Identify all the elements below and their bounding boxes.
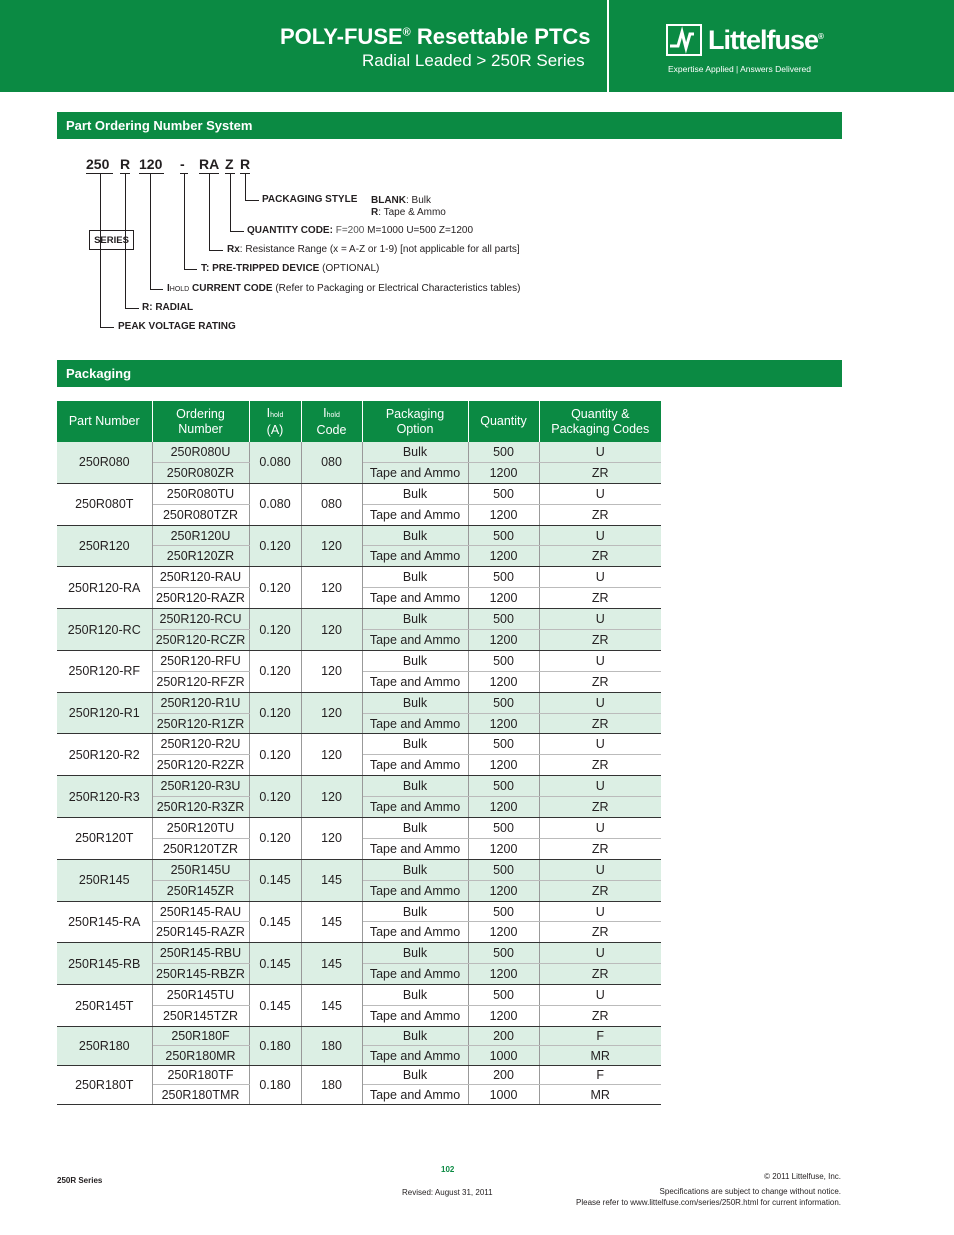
header-quantity-packaging-codes: Quantity & Packaging Codes xyxy=(539,401,661,442)
leader-current-h xyxy=(150,289,163,290)
cell-packaging-code: U xyxy=(539,776,661,797)
cell-packaging-option: Bulk xyxy=(362,985,468,1006)
cell-ihold-code: 120 xyxy=(301,692,362,734)
cell-packaging-option: Tape and Ammo xyxy=(362,630,468,651)
cell-part-number: 250R145T xyxy=(57,985,152,1027)
table-row-group xyxy=(57,1026,661,1065)
table-row-group xyxy=(57,483,661,525)
table-row xyxy=(57,943,661,964)
cell-quantity: 500 xyxy=(468,776,539,797)
table-row xyxy=(57,483,661,504)
header-ordering-number: Ordering Number xyxy=(152,401,249,442)
leader-quantity xyxy=(230,174,231,232)
cell-ihold-code: 145 xyxy=(301,985,362,1027)
cell-packaging-option: Tape and Ammo xyxy=(362,546,468,567)
cell-quantity: 500 xyxy=(468,985,539,1006)
cell-packaging-code: U xyxy=(539,692,661,713)
leader-current xyxy=(150,174,151,290)
cell-quantity: 1000 xyxy=(468,1046,539,1066)
cell-packaging-code: U xyxy=(539,609,661,630)
table-row xyxy=(57,818,661,839)
cell-quantity: 200 xyxy=(468,1026,539,1046)
cell-packaging-option: Bulk xyxy=(362,483,468,504)
cell-ihold: 0.080 xyxy=(249,483,301,525)
table-row xyxy=(57,734,661,755)
table-row xyxy=(57,525,661,546)
cell-packaging-code: U xyxy=(539,818,661,839)
table-row xyxy=(57,776,661,797)
cell-quantity: 1200 xyxy=(468,671,539,692)
cell-quantity: 500 xyxy=(468,901,539,922)
cell-packaging-option: Bulk xyxy=(362,650,468,671)
cell-packaging-option: Bulk xyxy=(362,609,468,630)
cell-part-number: 250R080T xyxy=(57,483,152,525)
cell-part-number: 250R120-RA xyxy=(57,567,152,609)
cell-part-number: 250R120-RC xyxy=(57,609,152,651)
cell-ihold: 0.120 xyxy=(249,567,301,609)
cell-quantity: 1200 xyxy=(468,504,539,525)
cell-quantity: 500 xyxy=(468,609,539,630)
cell-quantity: 500 xyxy=(468,567,539,588)
cell-ihold: 0.180 xyxy=(249,1065,301,1104)
cell-ihold-code: 080 xyxy=(301,442,362,483)
cell-part-number: 250R120 xyxy=(57,525,152,567)
cell-quantity: 1200 xyxy=(468,755,539,776)
cell-packaging-option: Tape and Ammo xyxy=(362,504,468,525)
page-title: POLY-FUSE® Resettable PTCs xyxy=(280,24,591,49)
series-box: SERIES xyxy=(89,230,134,250)
r-tape-ammo-label: R: Tape & Ammo xyxy=(371,207,446,218)
table-row xyxy=(57,985,661,1006)
cell-quantity: 500 xyxy=(468,943,539,964)
leader-peak xyxy=(100,174,101,328)
cell-part-number: 250R180 xyxy=(57,1026,152,1065)
table-row-group xyxy=(57,859,661,901)
quantity-code-label: QUANTITY CODE: F=200 M=1000 U=500 Z=1200 xyxy=(247,225,474,236)
cell-packaging-code: ZR xyxy=(539,588,661,609)
cell-part-number: 250R120-R2 xyxy=(57,734,152,776)
cell-packaging-code: ZR xyxy=(539,1006,661,1027)
cell-ordering-number: 250R145-RAU xyxy=(152,901,249,922)
table-row-group xyxy=(57,567,661,609)
table-row-group xyxy=(57,692,661,734)
cell-ordering-number: 250R080TZR xyxy=(152,504,249,525)
cell-quantity: 500 xyxy=(468,818,539,839)
table-row-group xyxy=(57,650,661,692)
code-quantity: Z xyxy=(225,156,234,172)
cell-packaging-code: ZR xyxy=(539,880,661,901)
leader-resistance xyxy=(209,174,210,251)
cell-ordering-number: 250R145-RBZR xyxy=(152,964,249,985)
cell-packaging-code: U xyxy=(539,859,661,880)
table-row xyxy=(57,567,661,588)
cell-ihold-code: 145 xyxy=(301,901,362,943)
cell-ihold: 0.120 xyxy=(249,525,301,567)
cell-packaging-option: Bulk xyxy=(362,776,468,797)
cell-ihold: 0.120 xyxy=(249,734,301,776)
table-row-group xyxy=(57,442,661,483)
cell-part-number: 250R145-RA xyxy=(57,901,152,943)
table-row xyxy=(57,692,661,713)
packaging-style-label: PACKAGING STYLE xyxy=(262,194,358,205)
cell-packaging-option: Bulk xyxy=(362,734,468,755)
cell-ihold-code: 180 xyxy=(301,1026,362,1065)
cell-ihold-code: 120 xyxy=(301,609,362,651)
table-row-group xyxy=(57,776,661,818)
leader-resistance-h xyxy=(209,250,223,251)
cell-packaging-option: Tape and Ammo xyxy=(362,713,468,734)
cell-ordering-number: 250R145U xyxy=(152,859,249,880)
cell-quantity: 500 xyxy=(468,525,539,546)
cell-ihold: 0.120 xyxy=(249,692,301,734)
radial-label: R: RADIAL xyxy=(142,302,194,313)
leader-quantity-h xyxy=(230,231,244,232)
cell-packaging-option: Bulk xyxy=(362,1065,468,1085)
cell-ihold: 0.145 xyxy=(249,985,301,1027)
table-row xyxy=(57,442,661,462)
cell-packaging-option: Bulk xyxy=(362,567,468,588)
code-radial: R xyxy=(120,156,131,172)
footer-revised: Revised: August 31, 2011 xyxy=(402,1188,493,1197)
cell-packaging-code: U xyxy=(539,734,661,755)
cell-packaging-option: Tape and Ammo xyxy=(362,964,468,985)
cell-ordering-number: 250R180TMR xyxy=(152,1085,249,1105)
cell-packaging-option: Bulk xyxy=(362,859,468,880)
cell-packaging-option: Tape and Ammo xyxy=(362,588,468,609)
header-packaging-option: Packaging Option xyxy=(362,401,468,442)
cell-quantity: 1200 xyxy=(468,588,539,609)
table-row-group xyxy=(57,943,661,985)
cell-packaging-code: U xyxy=(539,483,661,504)
resistance-range-label: Rx: Resistance Range (x = A-Z or 1-9) [not applicable for all parts] xyxy=(227,244,520,255)
table-row xyxy=(57,650,661,671)
cell-ihold-code: 120 xyxy=(301,818,362,860)
packaging-section-title: Packaging xyxy=(57,360,842,387)
table-row xyxy=(57,609,661,630)
packaging-table xyxy=(57,401,661,1105)
cell-packaging-option: Bulk xyxy=(362,442,468,462)
page-header xyxy=(0,0,954,92)
cell-packaging-code: MR xyxy=(539,1046,661,1066)
cell-ihold-code: 120 xyxy=(301,776,362,818)
cell-ihold-code: 120 xyxy=(301,567,362,609)
page-subtitle: Radial Leaded > 250R Series xyxy=(362,51,585,70)
cell-quantity: 1200 xyxy=(468,630,539,651)
cell-ihold-code: 120 xyxy=(301,734,362,776)
logo-name: Littelfuse® xyxy=(708,25,823,55)
cell-ihold: 0.120 xyxy=(249,650,301,692)
cell-packaging-code: ZR xyxy=(539,713,661,734)
cell-packaging-code: U xyxy=(539,650,661,671)
footer-refer-notice: Please refer to www.littelfuse.com/series/250R.html for current information. xyxy=(576,1198,841,1207)
cell-ihold: 0.120 xyxy=(249,818,301,860)
table-row xyxy=(57,901,661,922)
cell-packaging-code: F xyxy=(539,1065,661,1085)
cell-packaging-code: ZR xyxy=(539,671,661,692)
code-series: 250 xyxy=(86,156,110,172)
blank-bulk-label: BLANK: Bulk xyxy=(371,195,432,206)
table-row-group xyxy=(57,609,661,651)
cell-ihold-code: 145 xyxy=(301,943,362,985)
cell-quantity: 1200 xyxy=(468,713,539,734)
cell-ordering-number: 250R120-R2ZR xyxy=(152,755,249,776)
leader-peak-h xyxy=(100,327,114,328)
cell-packaging-code: ZR xyxy=(539,546,661,567)
cell-packaging-option: Tape and Ammo xyxy=(362,797,468,818)
cell-packaging-option: Tape and Ammo xyxy=(362,880,468,901)
cell-quantity: 1200 xyxy=(468,462,539,483)
cell-packaging-option: Bulk xyxy=(362,901,468,922)
cell-quantity: 1200 xyxy=(468,922,539,943)
cell-ordering-number: 250R180F xyxy=(152,1026,249,1046)
cell-packaging-option: Bulk xyxy=(362,818,468,839)
cell-packaging-code: U xyxy=(539,943,661,964)
cell-ordering-number: 250R120TZR xyxy=(152,838,249,859)
cell-quantity: 500 xyxy=(468,483,539,504)
header-divider xyxy=(607,0,609,92)
cell-ihold-code: 080 xyxy=(301,483,362,525)
cell-quantity: 500 xyxy=(468,650,539,671)
cell-ordering-number: 250R120-RCU xyxy=(152,609,249,630)
cell-quantity: 1200 xyxy=(468,964,539,985)
cell-quantity: 1000 xyxy=(468,1085,539,1105)
cell-ordering-number: 250R120-R2U xyxy=(152,734,249,755)
cell-ordering-number: 250R145TU xyxy=(152,985,249,1006)
cell-ordering-number: 250R120-R3ZR xyxy=(152,797,249,818)
cell-packaging-option: Tape and Ammo xyxy=(362,1046,468,1066)
cell-ihold-code: 120 xyxy=(301,525,362,567)
header-ihold-code: Ihold Code xyxy=(301,401,362,442)
underline-current xyxy=(139,173,164,174)
logo-tagline: Expertise Applied | Answers Delivered xyxy=(668,64,812,74)
code-packaging: R xyxy=(240,156,251,172)
cell-part-number: 250R120-R3 xyxy=(57,776,152,818)
cell-ihold: 0.145 xyxy=(249,859,301,901)
code-dash: - xyxy=(180,156,185,172)
cell-ordering-number: 250R120-R3U xyxy=(152,776,249,797)
cell-quantity: 200 xyxy=(468,1065,539,1085)
cell-packaging-code: U xyxy=(539,567,661,588)
table-row-group xyxy=(57,525,661,567)
peak-voltage-label: PEAK VOLTAGE RATING xyxy=(118,321,236,332)
table-row xyxy=(57,859,661,880)
table-row-group xyxy=(57,985,661,1027)
cell-part-number: 250R120T xyxy=(57,818,152,860)
cell-ordering-number: 250R145-RBU xyxy=(152,943,249,964)
cell-ihold: 0.080 xyxy=(249,442,301,483)
cell-ordering-number: 250R180TF xyxy=(152,1065,249,1085)
cell-packaging-code: U xyxy=(539,525,661,546)
cell-packaging-option: Tape and Ammo xyxy=(362,1085,468,1105)
cell-quantity: 1200 xyxy=(468,797,539,818)
cell-ordering-number: 250R080U xyxy=(152,442,249,462)
table-row-group xyxy=(57,901,661,943)
cell-quantity: 1200 xyxy=(468,880,539,901)
cell-packaging-code: ZR xyxy=(539,922,661,943)
code-resistance: RA xyxy=(199,156,220,172)
cell-ordering-number: 250R120TU xyxy=(152,818,249,839)
cell-packaging-code: MR xyxy=(539,1085,661,1105)
cell-packaging-code: ZR xyxy=(539,755,661,776)
code-current: 120 xyxy=(139,156,163,172)
table-row xyxy=(57,1026,661,1046)
cell-ordering-number: 250R120-RFU xyxy=(152,650,249,671)
leader-packaging xyxy=(245,174,246,201)
cell-ihold: 0.120 xyxy=(249,609,301,651)
footer-page-number: 102 xyxy=(441,1165,455,1174)
cell-ihold: 0.120 xyxy=(249,776,301,818)
table-header-row xyxy=(57,401,661,442)
cell-packaging-code: ZR xyxy=(539,504,661,525)
header-ihold: Ihold (A) xyxy=(249,401,301,442)
cell-ihold-code: 120 xyxy=(301,650,362,692)
cell-packaging-code: U xyxy=(539,442,661,462)
cell-ordering-number: 250R120U xyxy=(152,525,249,546)
current-code-label: IHOLD CURRENT CODE (Refer to Packaging or Electrical Characteristics tables) xyxy=(167,283,521,294)
cell-ordering-number: 250R120-R1U xyxy=(152,692,249,713)
cell-packaging-option: Bulk xyxy=(362,692,468,713)
cell-packaging-code: ZR xyxy=(539,462,661,483)
cell-packaging-code: U xyxy=(539,901,661,922)
cell-packaging-option: Tape and Ammo xyxy=(362,755,468,776)
cell-packaging-code: F xyxy=(539,1026,661,1046)
table-row-group xyxy=(57,1065,661,1104)
footer-series: 250R Series xyxy=(57,1176,103,1185)
cell-ordering-number: 250R120-RAU xyxy=(152,567,249,588)
littelfuse-logo-icon xyxy=(666,24,702,56)
cell-packaging-option: Tape and Ammo xyxy=(362,838,468,859)
cell-part-number: 250R145-RB xyxy=(57,943,152,985)
cell-packaging-option: Tape and Ammo xyxy=(362,671,468,692)
cell-part-number: 250R120-RF xyxy=(57,650,152,692)
cell-ordering-number: 250R145TZR xyxy=(152,1006,249,1027)
cell-ordering-number: 250R145ZR xyxy=(152,880,249,901)
cell-ordering-number: 250R120-RAZR xyxy=(152,588,249,609)
cell-ihold-code: 145 xyxy=(301,859,362,901)
table-row-group xyxy=(57,734,661,776)
cell-quantity: 500 xyxy=(468,734,539,755)
cell-packaging-option: Tape and Ammo xyxy=(362,1006,468,1027)
table-row-group xyxy=(57,818,661,860)
footer-copyright: © 2011 Littelfuse, Inc. xyxy=(764,1172,841,1181)
table-row xyxy=(57,1065,661,1085)
cell-part-number: 250R145 xyxy=(57,859,152,901)
cell-ihold: 0.145 xyxy=(249,943,301,985)
cell-packaging-option: Tape and Ammo xyxy=(362,462,468,483)
cell-packaging-option: Bulk xyxy=(362,943,468,964)
cell-ihold: 0.145 xyxy=(249,901,301,943)
footer-spec-notice: Specifications are subject to change without notice. xyxy=(659,1187,841,1196)
cell-quantity: 500 xyxy=(468,442,539,462)
cell-part-number: 250R120-R1 xyxy=(57,692,152,734)
cell-ordering-number: 250R080ZR xyxy=(152,462,249,483)
cell-ihold: 0.180 xyxy=(249,1026,301,1065)
leader-radial-h xyxy=(125,308,139,309)
cell-quantity: 500 xyxy=(468,692,539,713)
header-quantity: Quantity xyxy=(468,401,539,442)
cell-ordering-number: 250R120ZR xyxy=(152,546,249,567)
cell-quantity: 1200 xyxy=(468,546,539,567)
cell-part-number: 250R080 xyxy=(57,442,152,483)
cell-part-number: 250R180T xyxy=(57,1065,152,1104)
cell-ordering-number: 250R180MR xyxy=(152,1046,249,1066)
cell-ordering-number: 250R120-R1ZR xyxy=(152,713,249,734)
cell-ordering-number: 250R120-RCZR xyxy=(152,630,249,651)
cell-quantity: 1200 xyxy=(468,1006,539,1027)
cell-packaging-option: Bulk xyxy=(362,525,468,546)
cell-packaging-option: Tape and Ammo xyxy=(362,922,468,943)
cell-packaging-code: ZR xyxy=(539,838,661,859)
cell-ordering-number: 250R080TU xyxy=(152,483,249,504)
cell-ordering-number: 250R120-RFZR xyxy=(152,671,249,692)
leader-pretripped xyxy=(184,174,185,270)
pretripped-label: T: PRE-TRIPPED DEVICE (OPTIONAL) xyxy=(201,263,380,274)
header-part-number: Part Number xyxy=(57,401,152,442)
cell-quantity: 500 xyxy=(468,859,539,880)
leader-pretripped-h xyxy=(184,269,197,270)
leader-packaging-h xyxy=(245,200,259,201)
cell-ihold-code: 180 xyxy=(301,1065,362,1104)
cell-ordering-number: 250R145-RAZR xyxy=(152,922,249,943)
cell-packaging-option: Bulk xyxy=(362,1026,468,1046)
ordering-section-title: Part Ordering Number System xyxy=(57,112,842,139)
cell-packaging-code: ZR xyxy=(539,797,661,818)
cell-packaging-code: ZR xyxy=(539,964,661,985)
cell-packaging-code: U xyxy=(539,985,661,1006)
cell-packaging-code: ZR xyxy=(539,630,661,651)
cell-quantity: 1200 xyxy=(468,838,539,859)
